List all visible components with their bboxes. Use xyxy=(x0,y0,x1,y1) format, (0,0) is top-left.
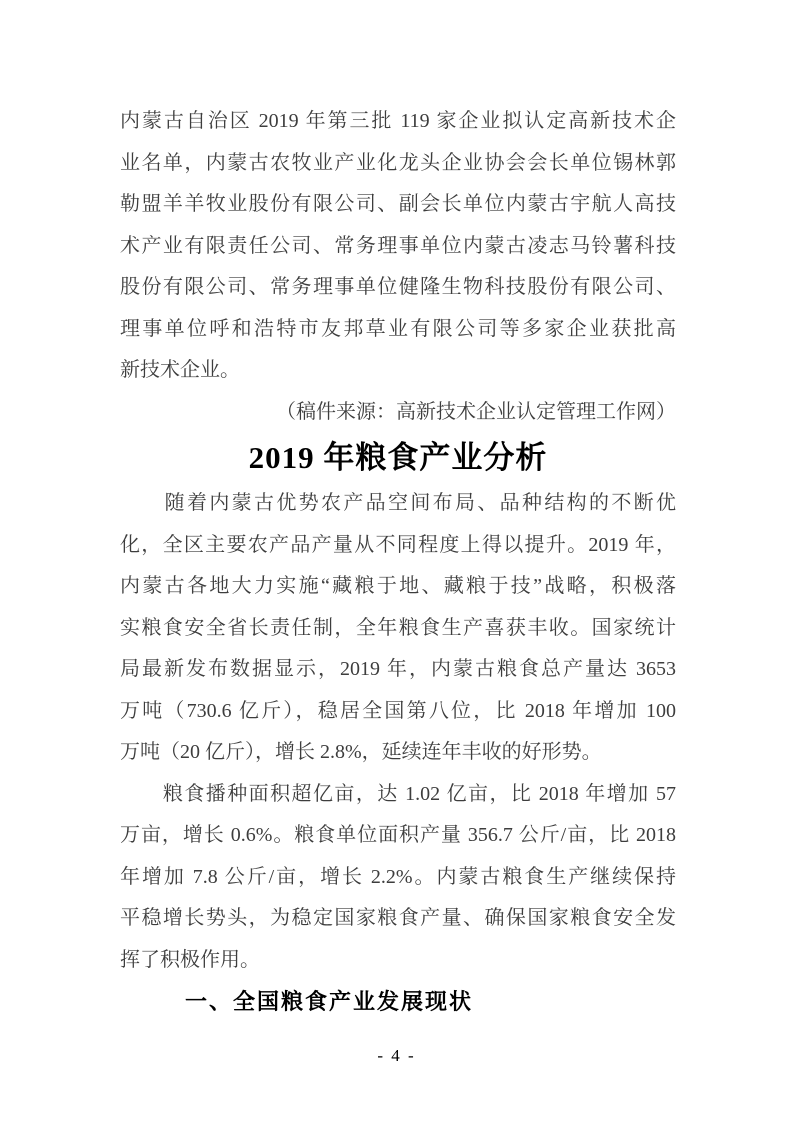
text-line: 内蒙古各地大力实施“藏粮于地、藏粮于技”战略，积极落 xyxy=(120,575,676,597)
paragraph xyxy=(120,483,676,774)
text-line: 股份有限公司、常务理事单位健隆生物科技股份有限公司、 xyxy=(120,276,676,298)
text-line: 万吨（20 亿斤），增长 2.8%，延续连年丰收的好形势。 xyxy=(120,741,602,763)
text-line: 术产业有限责任公司、常务理事单位内蒙古凌志马铃薯科技 xyxy=(120,234,676,257)
text-line: 随着内蒙古优势农产品空间布局、品种结构的不断优 xyxy=(120,492,676,514)
text-line: 理事单位呼和浩特市友邦草业有限公司等多家企业获批高 xyxy=(120,317,676,340)
text-line: 局最新发布数据显示，2019 年，内蒙古粮食总产量达 3653 xyxy=(120,658,676,680)
text-line: 实粮食安全省长责任制，全年粮食生产喜获丰收。国家统计 xyxy=(120,616,676,639)
paragraph xyxy=(120,774,676,982)
lead-paragraph xyxy=(120,101,676,392)
page-number: - 4 - xyxy=(377,1046,416,1065)
text-line: 粮食播种面积超亿亩，达 1.02 亿亩，比 2018 年增加 57 xyxy=(120,782,676,805)
text-line: 勒盟羊羊牧业股份有限公司、副会长单位内蒙古宇航人高技 xyxy=(120,193,676,215)
page-content xyxy=(120,101,676,1023)
text-line: 内蒙古自治区 2019 年第三批 119 家企业拟认定高新技术企 xyxy=(120,110,676,132)
body-paragraphs xyxy=(120,483,676,981)
text-line: 万亩，增长 0.6%。粮食单位面积产量 356.7 公斤/亩，比 2018 xyxy=(120,824,676,846)
text-line: 化，全区主要农产品产量从不同程度上得以提升。2019 年， xyxy=(120,533,676,556)
source-attribution: （稿件来源：高新技术企业认定管理工作网） xyxy=(276,400,676,423)
text-line: 业名单，内蒙古农牧业产业化龙头企业协会会长单位锡林郭 xyxy=(120,151,676,174)
text-line: 年增加 7.8 公斤/亩，增长 2.2%。内蒙古粮食生产继续保持 xyxy=(120,865,676,888)
text-line: 万吨（730.6 亿斤），稳居全国第八位，比 2018 年增加 100 xyxy=(120,699,676,722)
text-line: 新技术企业。 xyxy=(120,359,240,381)
section-heading: 一、全国粮食产业发展现状 xyxy=(185,989,474,1014)
article-title: 2019 年粮食产业分析 xyxy=(248,440,548,475)
text-line: 平稳增长势头，为稳定国家粮食产量、确保国家粮食安全发 xyxy=(120,907,676,929)
text-line: 挥了积极作用。 xyxy=(120,948,260,971)
